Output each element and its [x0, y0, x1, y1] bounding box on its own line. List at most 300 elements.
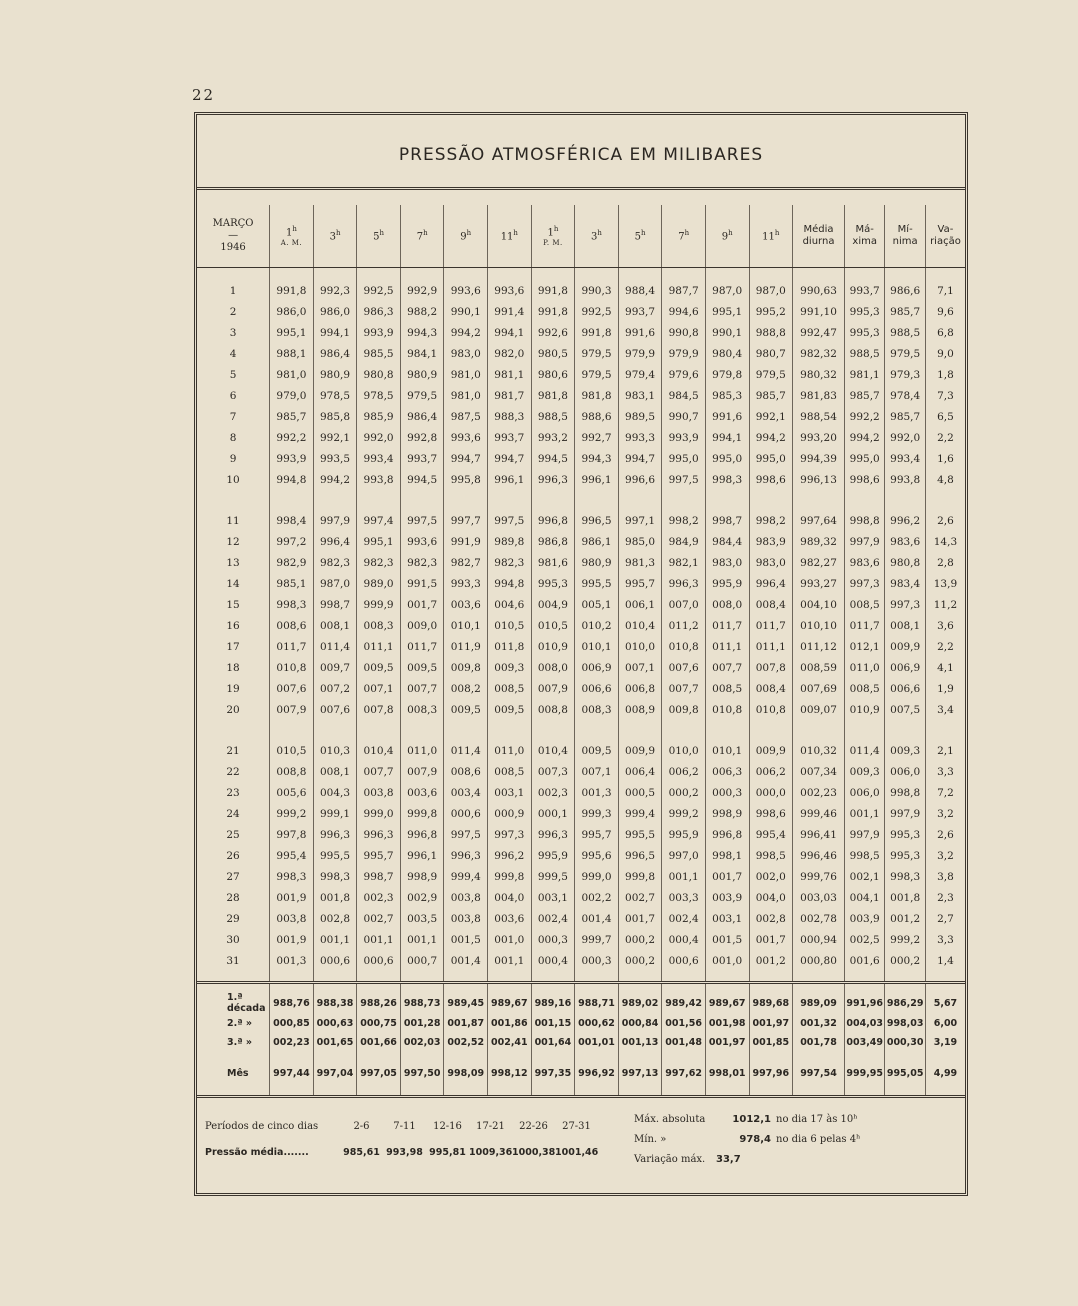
cell-value: 13,9 [925, 573, 965, 594]
summary-value: 991,96 [844, 983, 884, 1015]
cell-value: 998,5 [844, 845, 884, 866]
month-header [197, 205, 270, 268]
day-number: 5 [229, 368, 237, 381]
cell-value: 006,3 [705, 761, 749, 782]
cell-value: 009,9 [749, 730, 793, 761]
cell-value: 985,3 [705, 385, 749, 406]
cell-value: 995,3 [531, 573, 575, 594]
cell-value: 995,7 [575, 824, 619, 845]
cell-value: 6,8 [925, 322, 965, 343]
cell-value: 000,1 [531, 803, 575, 824]
day-number: 12 [226, 535, 240, 548]
period-range: 7-11 [393, 1120, 416, 1132]
table-row [197, 761, 965, 782]
hour-suffix: h [379, 228, 385, 237]
cell-value: 000,6 [357, 950, 401, 983]
summary-value: 000,62 [575, 1014, 619, 1033]
table-row [197, 364, 965, 385]
day-number: 9 [229, 452, 237, 465]
summary-value: 001,97 [705, 1033, 749, 1052]
cell-value: 000,4 [531, 950, 575, 983]
cell-value: 010,8 [662, 636, 706, 657]
cell-value: 007,6 [662, 657, 706, 678]
cell-value: 011,2 [662, 615, 706, 636]
cell-value: 984,1 [400, 343, 444, 364]
cell-value: 993,7 [844, 268, 884, 302]
cell-value: 994,3 [400, 322, 444, 343]
minima-header-line: nima [892, 236, 918, 247]
cell-value: 995,5 [618, 824, 662, 845]
cell-value: 998,1 [705, 845, 749, 866]
cell-value: 002,23 [793, 782, 845, 803]
cell-value: 010,0 [662, 730, 706, 761]
summary-value: 988,38 [313, 983, 357, 1015]
cell-value: 998,3 [705, 469, 749, 500]
cell-value: 993,3 [618, 427, 662, 448]
cell-value: 000,2 [662, 782, 706, 803]
cell-value: 008,5 [844, 594, 884, 615]
cell-value: 000,5 [618, 782, 662, 803]
cell-value: 011,7 [844, 615, 884, 636]
hour-suffix: h [466, 228, 472, 237]
cell-value: 004,9 [531, 594, 575, 615]
cell-value: 996,3 [444, 845, 488, 866]
hour-label [532, 225, 575, 239]
cell-value: 982,3 [313, 552, 357, 573]
cell-value: 009,7 [313, 657, 357, 678]
cell-value: 004,1 [844, 887, 884, 908]
hour-number: 9 [460, 231, 467, 243]
cell-value: 001,1 [488, 950, 532, 983]
cell-value: 001,8 [313, 887, 357, 908]
period-pressure: 985,61 [343, 1146, 380, 1158]
summary-value: 000,85 [270, 1014, 314, 1033]
cell-value: 981,0 [270, 364, 314, 385]
table-row [197, 448, 965, 469]
cell-value: 999,0 [357, 803, 401, 824]
cell-value: 9,6 [925, 301, 965, 322]
cell-value: 008,2 [444, 678, 488, 699]
cell-value: 999,4 [444, 866, 488, 887]
cell-value: 001,9 [270, 929, 314, 950]
cell-value: 992,9 [400, 268, 444, 302]
cell-value: 992,2 [270, 427, 314, 448]
cell-value: 010,8 [749, 699, 793, 730]
summary-value: 3,19 [925, 1033, 965, 1052]
cell-value: 011,0 [400, 730, 444, 761]
day-number: 17 [226, 640, 240, 653]
variation-label: Variação máx. [634, 1153, 706, 1165]
cell-value: 983,4 [885, 573, 925, 594]
cell-value: 008,5 [488, 678, 532, 699]
cell-value: 001,0 [488, 929, 532, 950]
hour-number: 3 [591, 231, 598, 243]
hour-suffix: h [423, 228, 428, 237]
period-pressure: 1000,38 [512, 1146, 556, 1158]
cell-value: 981,1 [844, 364, 884, 385]
cell-value: 005,1 [575, 594, 619, 615]
cell-value: 995,1 [357, 531, 401, 552]
cell-value: 009,5 [575, 730, 619, 761]
cell-value: 998,6 [844, 469, 884, 500]
cell-value: 994,6 [662, 301, 706, 322]
cell-value: 994,8 [270, 469, 314, 500]
page-title: PRESSÃO ATMOSFÉRICA EM MILIBARES [398, 145, 764, 165]
cell-value: 006,8 [618, 678, 662, 699]
cell-value: 995,6 [575, 845, 619, 866]
cell-value: 995,9 [531, 845, 575, 866]
day-number: 1 [229, 284, 237, 297]
cell-value: 980,32 [793, 364, 845, 385]
hour-suffix: h [728, 228, 733, 237]
cell-value: 003,4 [444, 782, 488, 803]
hour-label [401, 229, 444, 243]
period-pressure: 1001,46 [555, 1146, 599, 1158]
cell-value: 007,5 [885, 699, 925, 730]
table-row [197, 929, 965, 950]
hour-period: P. M. [543, 238, 563, 247]
cell-value: 991,5 [400, 573, 444, 594]
media-header [793, 205, 845, 268]
cell-value: 996,46 [793, 845, 845, 866]
cell-value: 2,1 [925, 730, 965, 761]
cell-value: 009,8 [662, 699, 706, 730]
summary-value: 001,64 [531, 1033, 575, 1052]
cell-value: 006,6 [575, 678, 619, 699]
cell-value: 008,8 [531, 699, 575, 730]
hour-number: 5 [373, 231, 380, 243]
cell-value: 999,76 [793, 866, 845, 887]
cell-value: 978,4 [885, 385, 925, 406]
cell-value: 009,5 [357, 657, 401, 678]
summary-value: 001,28 [400, 1014, 444, 1033]
cell-value: 980,8 [357, 364, 401, 385]
summary-value: 6,00 [925, 1014, 965, 1033]
summary-value: 5,67 [925, 983, 965, 1015]
cell-value: 990,1 [444, 301, 488, 322]
media-header-line: diurna [802, 236, 835, 247]
cell-value: 007,9 [270, 699, 314, 730]
summary-value: 989,67 [488, 983, 532, 1015]
cell-value: 010,5 [270, 730, 314, 761]
cell-value: 981,1 [488, 364, 532, 385]
cell-value: 994,5 [400, 469, 444, 500]
cell-value: 010,1 [444, 615, 488, 636]
cell-value: 007,7 [400, 678, 444, 699]
cell-value: 990,1 [705, 322, 749, 343]
summary-value: 997,96 [749, 1052, 793, 1097]
cell-value: 990,63 [793, 268, 845, 302]
cell-value: 997,64 [793, 500, 845, 531]
cell-value: 991,6 [705, 406, 749, 427]
summary-row [197, 983, 965, 1015]
cell-value: 999,8 [400, 803, 444, 824]
cell-value: 994,2 [844, 427, 884, 448]
hour-header [400, 205, 444, 268]
cell-value: 994,7 [444, 448, 488, 469]
hour-number: 1 [285, 226, 293, 238]
variacao-header [925, 205, 965, 268]
cell-value: 002,2 [575, 887, 619, 908]
cell-value: 995,3 [844, 301, 884, 322]
cell-value: 010,9 [844, 699, 884, 730]
cell-value: 11,2 [925, 594, 965, 615]
cell-value: 993,5 [313, 448, 357, 469]
cell-value: 9,0 [925, 343, 965, 364]
cell-value: 011,4 [844, 730, 884, 761]
cell-value: 998,7 [705, 500, 749, 531]
cell-value: 011,4 [444, 730, 488, 761]
cell-value: 998,6 [749, 469, 793, 500]
table-row [197, 385, 965, 406]
variation-value: 33,7 [716, 1153, 741, 1165]
cell-value: 3,4 [925, 699, 965, 730]
cell-value: 997,3 [488, 824, 532, 845]
summary-row [197, 1014, 965, 1033]
cell-value: 008,4 [749, 678, 793, 699]
minima-header-line: Mí- [897, 224, 913, 235]
hour-label [662, 229, 705, 243]
cell-value: 999,2 [885, 929, 925, 950]
cell-value: 992,7 [575, 427, 619, 448]
cell-value: 980,5 [531, 343, 575, 364]
extremes-block [634, 1109, 860, 1169]
summary-value: 995,05 [885, 1052, 925, 1097]
cell-value: 996,3 [531, 469, 575, 500]
max-text: no dia 17 às 10ʰ [776, 1113, 858, 1125]
cell-value: 995,3 [844, 322, 884, 343]
cell-value: 981,8 [531, 385, 575, 406]
cell-value: 995,3 [885, 845, 925, 866]
cell-value: 993,9 [662, 427, 706, 448]
day-number: 25 [226, 828, 240, 841]
cell-value: 010,0 [618, 636, 662, 657]
cell-value: 993,7 [618, 301, 662, 322]
cell-value: 992,2 [844, 406, 884, 427]
summary-label: 3.ª » [227, 1037, 253, 1048]
cell-value: 998,3 [270, 866, 314, 887]
hour-suffix: h [774, 228, 780, 237]
cell-value: 008,5 [488, 761, 532, 782]
variation-row [634, 1149, 860, 1169]
cell-value: 985,5 [357, 343, 401, 364]
cell-value: 980,6 [531, 364, 575, 385]
cell-value: 997,5 [662, 469, 706, 500]
cell-value: 990,8 [662, 322, 706, 343]
summary-value: 989,02 [618, 983, 662, 1015]
cell-value: 982,0 [488, 343, 532, 364]
cell-value: 007,8 [357, 699, 401, 730]
cell-value: 000,9 [488, 803, 532, 824]
cell-value: 008,1 [885, 615, 925, 636]
table-row [197, 469, 965, 500]
cell-value: 006,9 [885, 657, 925, 678]
hour-header [357, 205, 401, 268]
cell-value: 996,4 [749, 573, 793, 594]
pressure-mean-label: Pressão média....... [205, 1146, 309, 1158]
cell-value: 994,2 [444, 322, 488, 343]
summary-value: 001,78 [793, 1033, 845, 1052]
cell-value: 995,0 [705, 448, 749, 469]
cell-value: 998,3 [885, 866, 925, 887]
cell-value: 995,7 [618, 573, 662, 594]
cell-value: 992,5 [357, 268, 401, 302]
cell-value: 006,4 [618, 761, 662, 782]
cell-value: 995,9 [662, 824, 706, 845]
cell-value: 010,8 [705, 699, 749, 730]
hour-header [488, 205, 532, 268]
cell-value: 996,2 [488, 845, 532, 866]
maxima-header [844, 205, 884, 268]
cell-value: 010,4 [618, 615, 662, 636]
cell-value: 000,6 [662, 950, 706, 983]
cell-value: 010,2 [575, 615, 619, 636]
cell-value: 999,9 [357, 594, 401, 615]
cell-value: 008,0 [531, 657, 575, 678]
hour-label [444, 229, 487, 243]
cell-value: 002,8 [313, 908, 357, 929]
cell-value: 996,5 [618, 845, 662, 866]
table-row [197, 594, 965, 615]
cell-value: 979,9 [618, 343, 662, 364]
cell-value: 009,5 [488, 699, 532, 730]
cell-value: 009,0 [400, 615, 444, 636]
cell-value: 995,0 [844, 448, 884, 469]
cell-value: 008,6 [444, 761, 488, 782]
cell-value: 1,6 [925, 448, 965, 469]
cell-value: 992,3 [313, 268, 357, 302]
summary-value: 002,41 [488, 1033, 532, 1052]
cell-value: 981,3 [618, 552, 662, 573]
cell-value: 979,5 [575, 343, 619, 364]
cell-value: 996,1 [488, 469, 532, 500]
cell-value: 990,3 [575, 268, 619, 302]
month-dash: — [228, 230, 239, 241]
table-row [197, 824, 965, 845]
cell-value: 996,41 [793, 824, 845, 845]
variacao-header-line: Va- [937, 224, 954, 235]
cell-value: 011,0 [488, 730, 532, 761]
summary-value: 988,26 [357, 983, 401, 1015]
cell-value: 001,4 [444, 950, 488, 983]
cell-value: 006,1 [618, 594, 662, 615]
summary-value: 001,66 [357, 1033, 401, 1052]
cell-value: 979,5 [400, 385, 444, 406]
max-value: 1012,1 [732, 1113, 771, 1125]
summary-value: 989,16 [531, 983, 575, 1015]
cell-value: 002,3 [531, 782, 575, 803]
cell-value: 999,4 [618, 803, 662, 824]
cell-value: 995,1 [270, 322, 314, 343]
hour-suffix: h [597, 228, 602, 237]
cell-value: 997,2 [270, 531, 314, 552]
cell-value: 010,5 [531, 615, 575, 636]
cell-value: 001,5 [444, 929, 488, 950]
summary-value: 997,44 [270, 1052, 314, 1097]
cell-value: 981,83 [793, 385, 845, 406]
summary-value: 001,56 [662, 1014, 706, 1033]
cell-value: 997,8 [270, 824, 314, 845]
day-number: 19 [226, 682, 240, 695]
cell-value: 997,5 [488, 500, 532, 531]
cell-value: 003,8 [270, 908, 314, 929]
cell-value: 988,4 [618, 268, 662, 302]
cell-value: 006,0 [844, 782, 884, 803]
cell-value: 989,0 [357, 573, 401, 594]
summary-value: 001,87 [444, 1014, 488, 1033]
cell-value: 996,3 [531, 824, 575, 845]
cell-value: 001,0 [705, 950, 749, 983]
hour-label [750, 229, 793, 243]
cell-value: 000,80 [793, 950, 845, 983]
cell-value: 983,6 [885, 531, 925, 552]
cell-value: 008,5 [844, 678, 884, 699]
cell-value: 996,8 [531, 500, 575, 531]
cell-value: 993,3 [444, 573, 488, 594]
cell-value: 980,9 [400, 364, 444, 385]
cell-value: 986,3 [357, 301, 401, 322]
cell-value: 982,9 [270, 552, 314, 573]
period-ranges-row [205, 1113, 598, 1139]
cell-value: 2,2 [925, 636, 965, 657]
cell-value: 010,3 [313, 730, 357, 761]
cell-value: 995,0 [662, 448, 706, 469]
cell-value: 999,2 [270, 803, 314, 824]
cell-value: 996,5 [575, 500, 619, 531]
table-row [197, 657, 965, 678]
summary-value: 986,29 [885, 983, 925, 1015]
cell-value: 991,9 [444, 531, 488, 552]
cell-value: 007,7 [705, 657, 749, 678]
cell-value: 1,4 [925, 950, 965, 983]
month-label: MARÇO [212, 218, 254, 229]
cell-value: 003,8 [357, 782, 401, 803]
table-frame [194, 112, 968, 1196]
hour-suffix: h [553, 224, 559, 233]
cell-value: 997,4 [357, 500, 401, 531]
cell-value: 995,7 [357, 845, 401, 866]
cell-value: 3,3 [925, 761, 965, 782]
cell-value: 992,5 [575, 301, 619, 322]
cell-value: 987,5 [444, 406, 488, 427]
cell-value: 3,2 [925, 803, 965, 824]
cell-value: 999,0 [575, 866, 619, 887]
period-range: 12-16 [433, 1120, 462, 1132]
hour-suffix: h [292, 224, 297, 233]
cell-value: 009,9 [885, 636, 925, 657]
cell-value: 003,6 [444, 594, 488, 615]
cell-value: 993,8 [357, 469, 401, 500]
cell-value: 008,1 [313, 615, 357, 636]
cell-value: 1,8 [925, 364, 965, 385]
cell-value: 009,3 [844, 761, 884, 782]
cell-value: 980,4 [705, 343, 749, 364]
day-number: 3 [229, 326, 237, 339]
table-row [197, 803, 965, 824]
cell-value: 996,13 [793, 469, 845, 500]
cell-value: 988,2 [400, 301, 444, 322]
cell-value: 998,7 [313, 594, 357, 615]
hour-header [531, 205, 575, 268]
cell-value: 985,8 [313, 406, 357, 427]
page-number: 22 [192, 86, 216, 104]
table-row [197, 322, 965, 343]
cell-value: 998,8 [844, 500, 884, 531]
table-row [197, 268, 965, 302]
cell-value: 996,3 [357, 824, 401, 845]
day-number: 29 [226, 912, 240, 925]
cell-value: 006,0 [885, 761, 925, 782]
